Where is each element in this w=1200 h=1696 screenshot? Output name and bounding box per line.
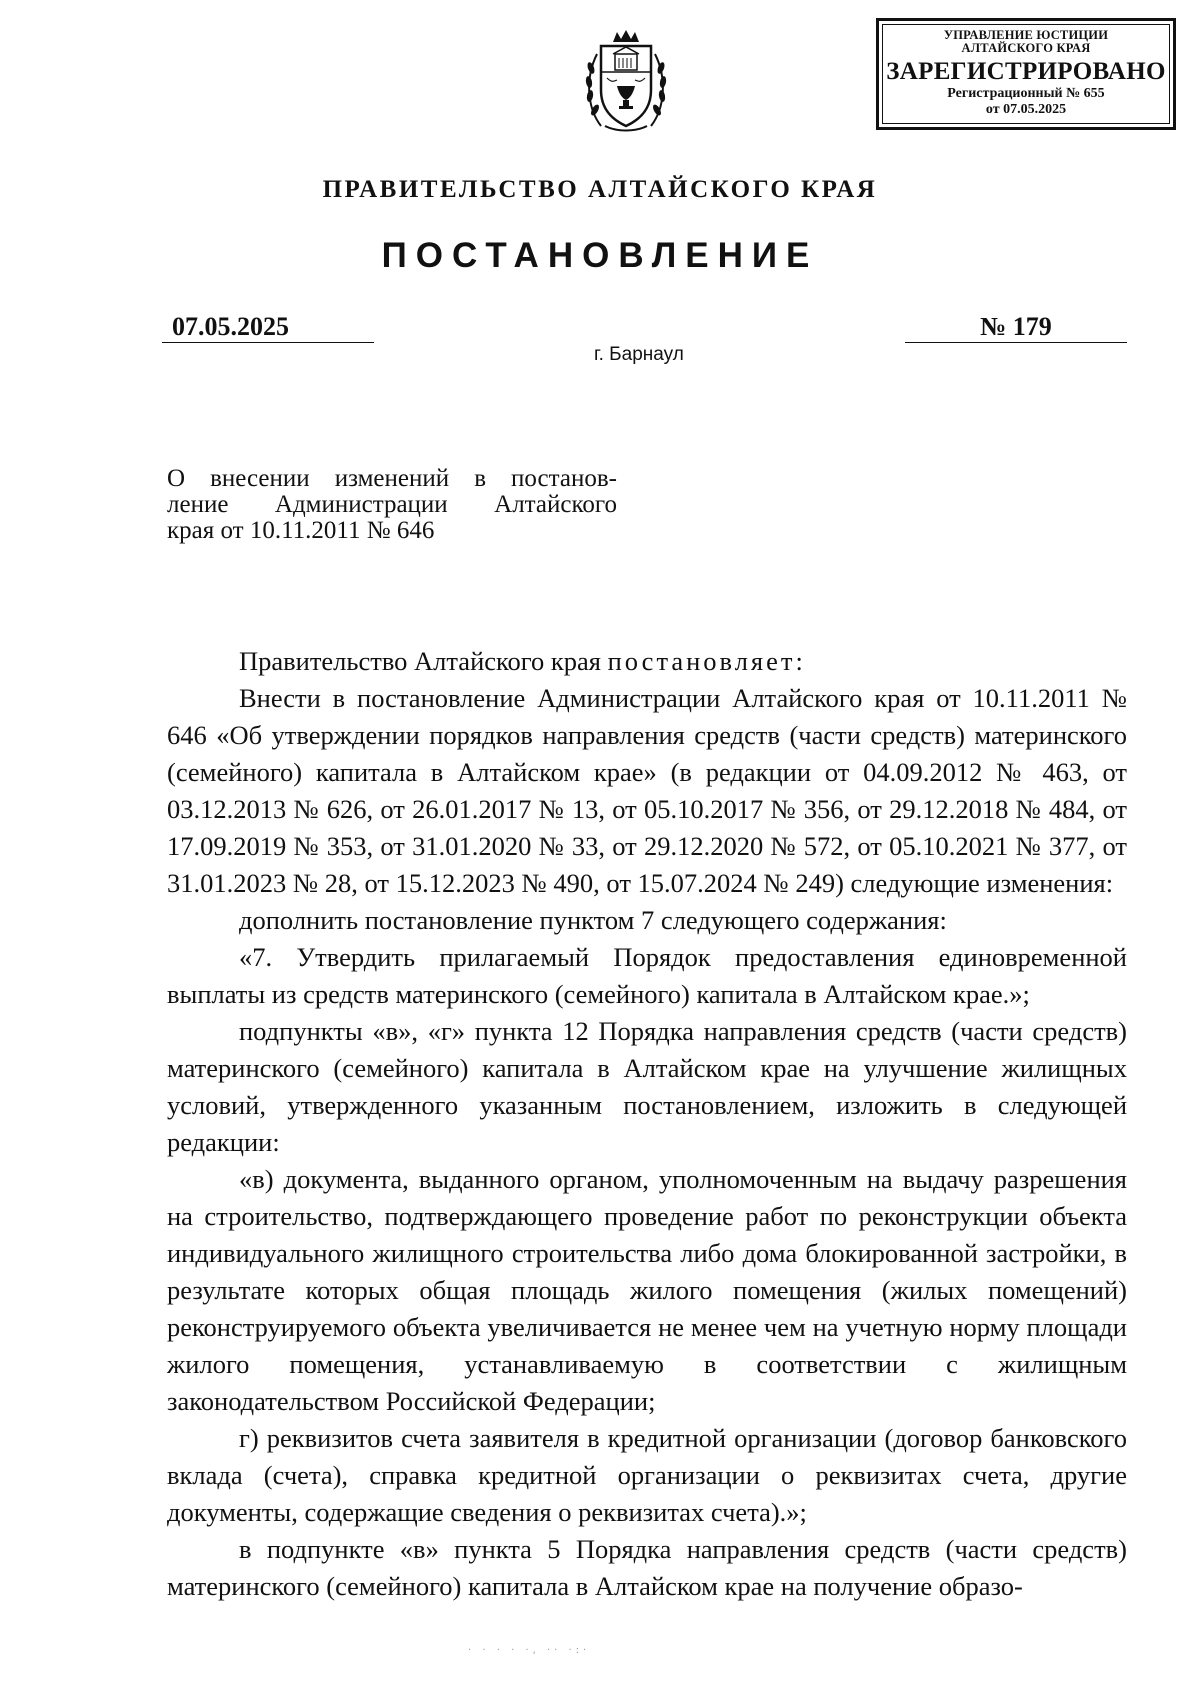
body-paragraph: «в) документа, выданного органом, уполномоченным на выдачу разрешения на строительство, подтверждающего проведение работ по реконструкции объекта индивидуального жилищного строительства либо дома блокированной застройки, в результате которых общая площадь жилого помещения (жилых помещений) реконструируемого объекта увеличивается не менее чем на учетную норму площади жилого помещения, устанавливаемую в соответствии с жилищным законодательством Российской Федерации; [167, 1164, 1127, 1416]
stamp-org-line1: УПРАВЛЕНИЕ ЮСТИЦИИ [943, 28, 1109, 42]
registration-stamp-inner [882, 24, 1170, 124]
intro-suffix: : [795, 646, 803, 676]
document-date: 07.05.2025 [162, 312, 374, 343]
intro-prefix: Правительство Алтайского края [239, 646, 608, 676]
stamp-reg-date: от 07.05.2025 [985, 102, 1067, 117]
government-title: ПРАВИТЕЛЬСТВО АЛТАЙСКОГО КРАЯ [322, 176, 878, 203]
scan-artifact-marks: · · · · ·, ·· ·:· [468, 1645, 591, 1656]
body-paragraph: в подпункте «в» пункта 5 Порядка направления средств (части средств) материнского (семейного) капитала в Алтайском крае на получение образо- [167, 1534, 1127, 1601]
document-type-title: ПОСТАНОВЛЕНИЕ [381, 236, 819, 275]
body-paragraph: «7. Утвердить прилагаемый Порядок предоставления единовременной выплаты из средств материнского (семейного) капитала в Алтайском крае.»; [167, 942, 1127, 1009]
subject-line: О внесении изменений в постанов- [167, 465, 617, 492]
stamp-status: ЗАРЕГИСТРИРОВАНО [886, 58, 1166, 85]
subject-line: ление Администрации Алтайского [167, 491, 617, 518]
body-paragraph: подпункты «в», «г» пункта 12 Порядка направления средств (части средств) материнского (семейного) капитала в Алтайском крае на улучшение жилищных условий, утвержденного указанным постановлением, изложить в следующей редакции: [167, 1016, 1127, 1157]
intro-decree-word: постановляет [607, 646, 796, 676]
stamp-org-line2: АЛТАЙСКОГО КРАЯ [961, 41, 1091, 55]
document-subject [167, 466, 617, 544]
altai-krai-coat-of-arms-icon [583, 28, 669, 136]
subject-line: края от 10.11.2011 № 646 [167, 517, 435, 544]
body-paragraph: г) реквизитов счета заявителя в кредитной организации (договор банковского вклада (счета), справка кредитной организации о реквизитах счета, другие документы, содержащие сведения о реквизитах счета).»; [167, 1423, 1127, 1527]
body-paragraph: дополнить постановление пунктом 7 следующего содержания: [239, 905, 947, 935]
document-number: № 179 [905, 312, 1127, 343]
registration-stamp [876, 18, 1176, 130]
stamp-reg-number: Регистрационный № 655 [947, 86, 1105, 101]
body-intro [167, 643, 1127, 680]
body-paragraph: Внести в постановление Администрации Алтайского края от 10.11.2011 № 646 «Об утверждении порядков направления средств (части средств) материнского (семейного) капитала в Алтайском крае» (в редакции от 04.09.2012 № 463, от 03.12.2013 № 626, от 26.01.2017 № 13, от 05.10.2017 № 356, от 29.12.2018 № 484, от 17.09.2019 № 353, от 31.01.2020 № 33, от 29.12.2020 № 572, от 05.10.2021 № 377, от 31.01.2023 № 28, от 15.12.2023 № 490, от 15.07.2024 № 249) следующие изменения: [167, 683, 1127, 898]
document-city: г. Барнаул [594, 344, 684, 365]
document-body [167, 643, 1127, 1605]
